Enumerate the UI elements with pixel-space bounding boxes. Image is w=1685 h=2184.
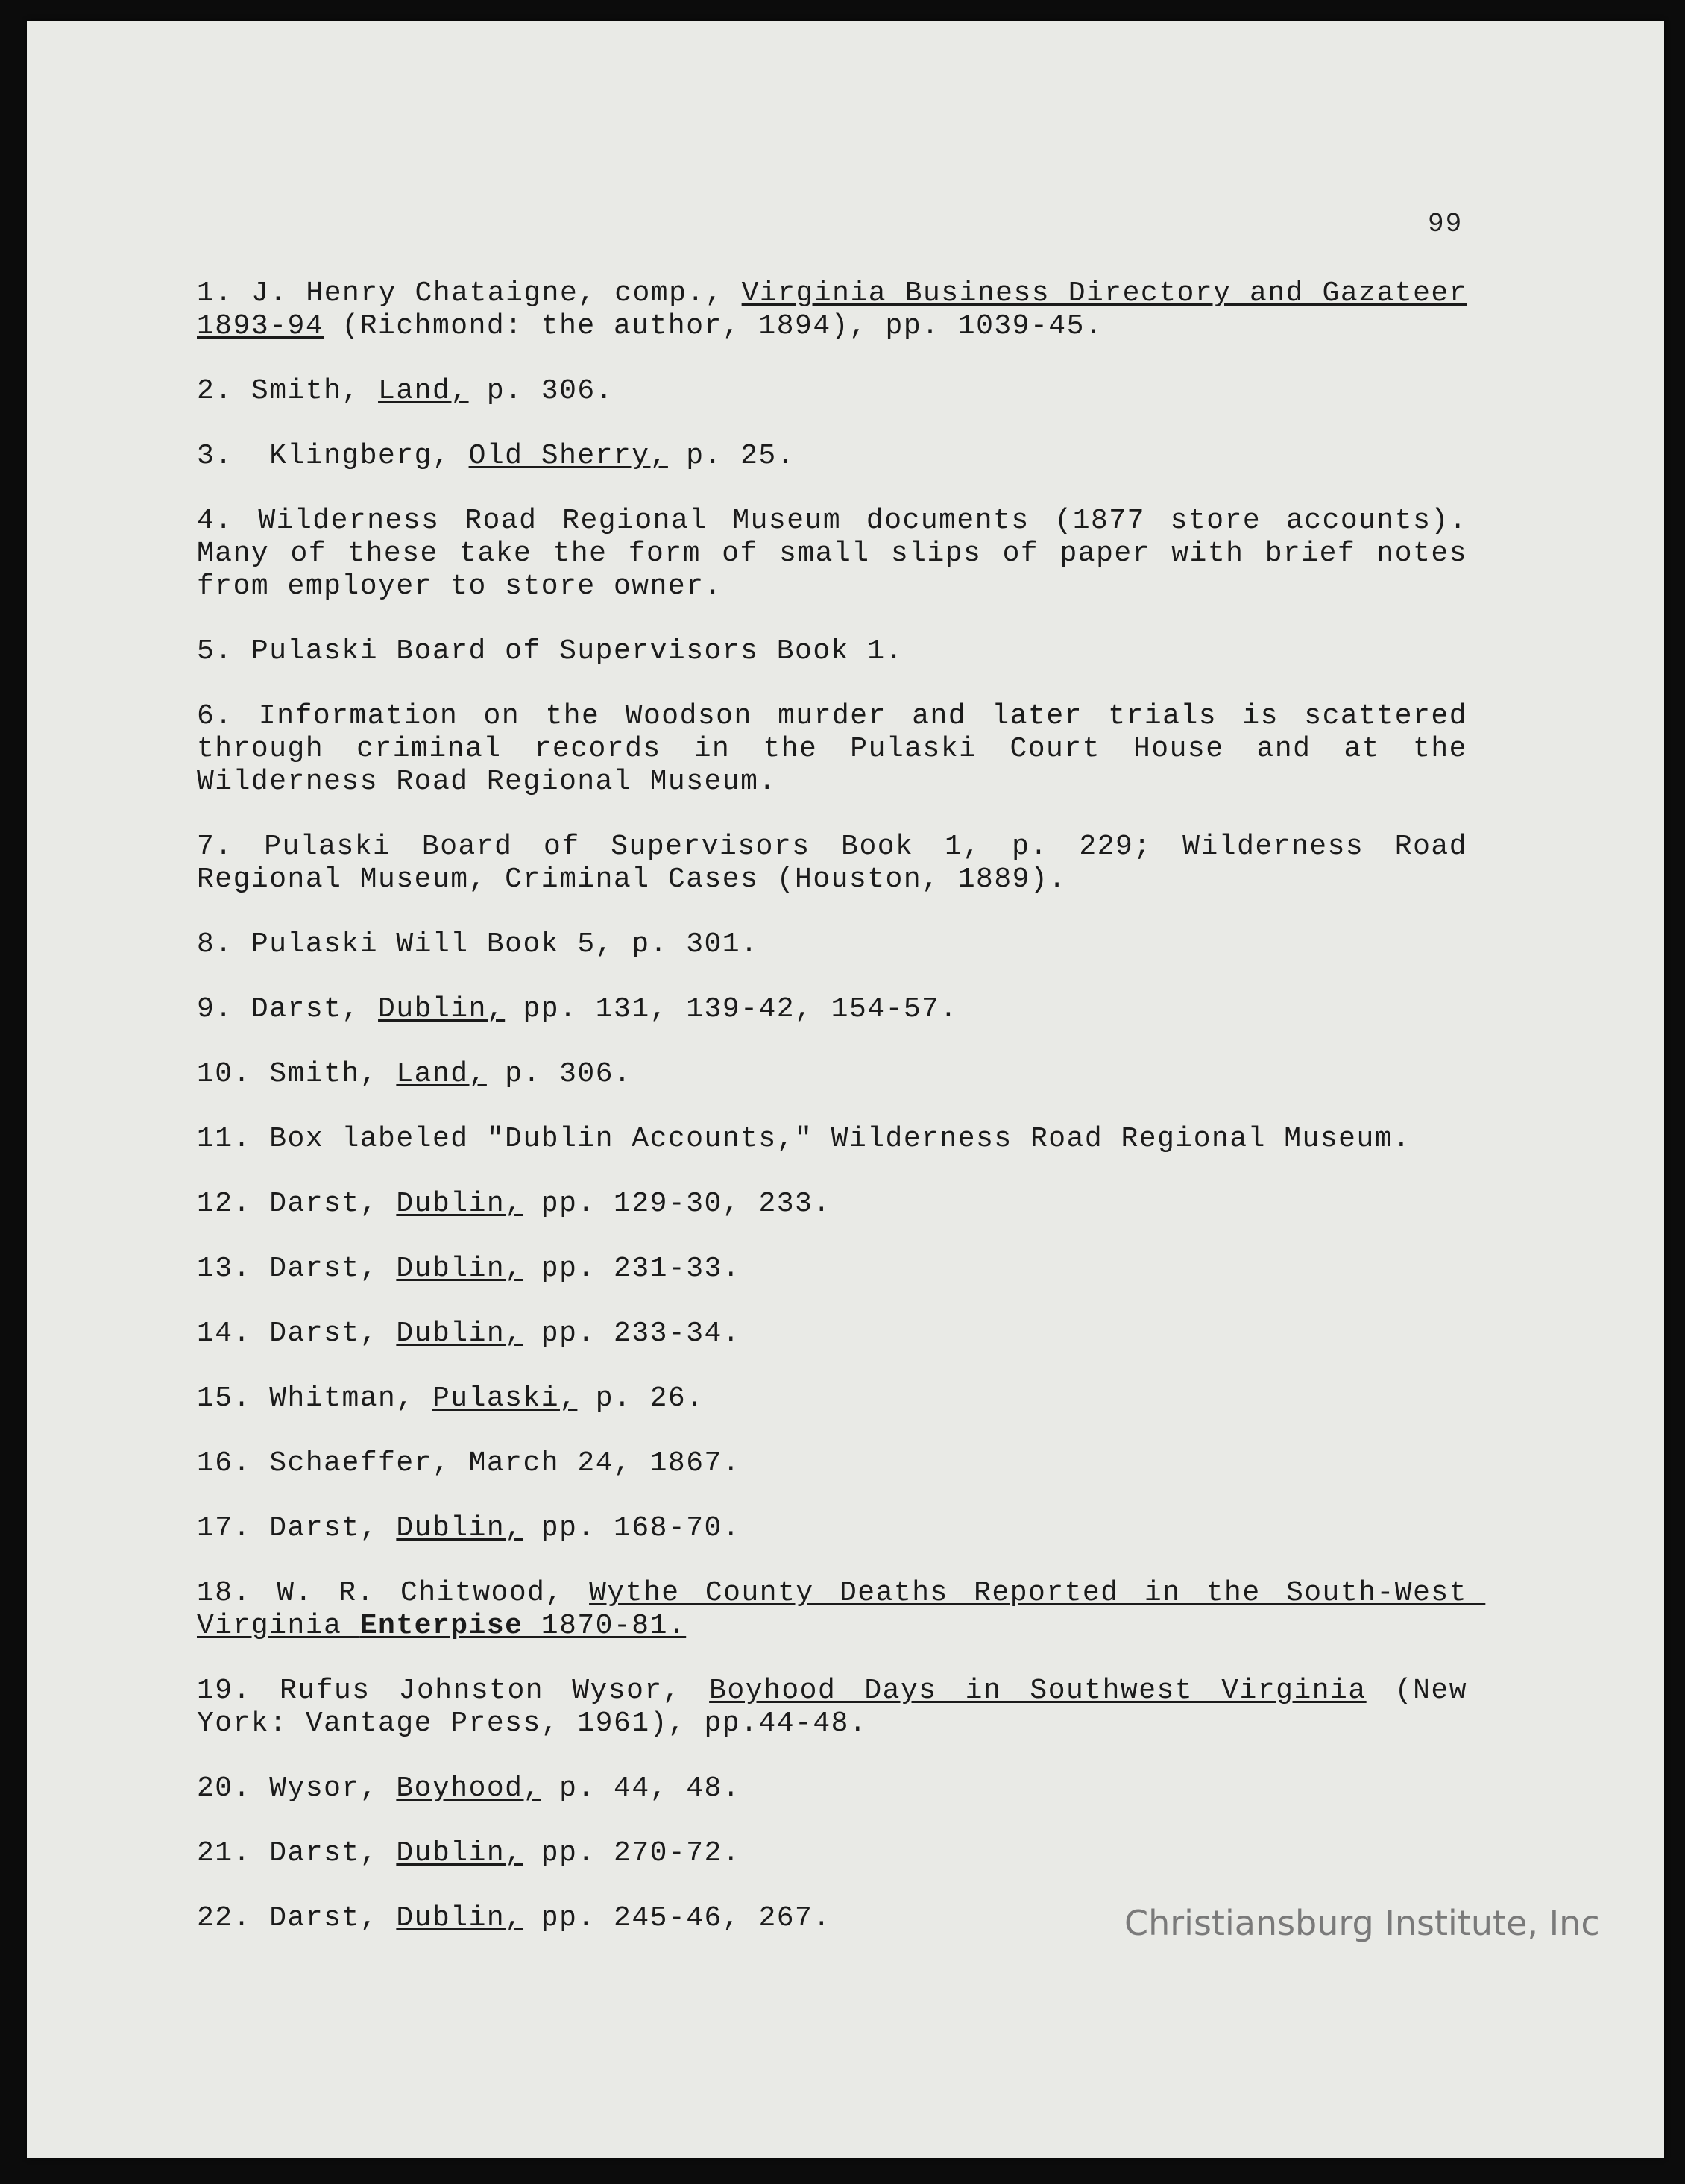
note-text: pp. 168-70. (523, 1512, 741, 1544)
note-number: 6. (197, 700, 233, 732)
note-number: 9. (197, 993, 233, 1025)
note-text: pp. 129-30, 233. (523, 1188, 831, 1220)
note-text: pp. 233-34. (523, 1318, 741, 1350)
endnote-14 (197, 1318, 1467, 1350)
endnote-7 (197, 831, 1486, 896)
note-text: p. 306. (468, 375, 614, 407)
note-number: 7. (197, 831, 233, 863)
note-title-end: 1870-81. (523, 1610, 687, 1642)
note-title-bold: Enterpise (359, 1610, 523, 1642)
note-text: Darst, (251, 1253, 397, 1285)
note-number: 10. (197, 1058, 251, 1090)
note-number: 20. (197, 1772, 251, 1804)
note-text: Wysor, (251, 1772, 397, 1804)
note-number: 19. (197, 1675, 251, 1707)
endnote-13 (197, 1253, 1467, 1285)
endnote-11 (197, 1123, 1467, 1156)
note-number: 5. (197, 635, 233, 667)
endnotes-list (197, 277, 1486, 1967)
note-title: Land, (378, 375, 469, 407)
note-text: Information on the Woodson murder and later trials is scattered through criminal records in the Pulaski Court House and at the Wilderness Road Regional Museum. (197, 700, 1486, 798)
note-text: pp. 270-72. (523, 1837, 741, 1869)
note-text: W. R. Chitwood, (251, 1577, 590, 1609)
note-title-part: Wythe County Deaths Reported in the South-West Virginia (197, 1577, 1486, 1642)
watermark-text: Christiansburg Institute, Inc (1124, 1903, 1600, 1943)
note-text: Darst, (251, 1188, 397, 1220)
note-number: 16. (197, 1447, 251, 1479)
note-number: 22. (197, 1902, 251, 1934)
endnote-8 (197, 928, 1467, 961)
endnote-1 (197, 277, 1467, 343)
note-number: 11. (197, 1123, 251, 1155)
note-text: Darst, (251, 1512, 397, 1544)
note-text: Darst, (251, 1837, 397, 1869)
note-title: Dublin, (396, 1318, 523, 1350)
note-text: J. Henry Chataigne, comp., (233, 277, 742, 309)
endnote-10 (197, 1058, 1467, 1091)
note-title: Dublin, (396, 1902, 523, 1934)
endnote-17 (197, 1512, 1467, 1545)
note-text: Pulaski Board of Supervisors Book 1. (233, 635, 904, 667)
note-text: p. 44, 48. (541, 1772, 741, 1804)
note-text: (New York: Vantage Press, 1961), pp.44-48. (197, 1675, 1486, 1740)
note-text: Wilderness Road Regional Museum documents (1877 store accounts). Many of these take the form of small slips of paper with brief notes from employer to store owner. (197, 505, 1486, 602)
note-title: Dublin, (378, 993, 506, 1025)
endnote-5 (197, 635, 1467, 668)
note-title: Old Sherry, (468, 440, 668, 472)
note-number: 8. (197, 928, 233, 960)
note-title: Dublin, (396, 1512, 523, 1544)
endnote-19 (197, 1675, 1486, 1740)
endnote-4 (197, 505, 1486, 603)
endnote-21 (197, 1837, 1467, 1870)
page-number: 99 (1428, 209, 1464, 239)
endnote-20 (197, 1772, 1467, 1805)
note-number: 2. (197, 375, 233, 407)
endnote-9 (197, 993, 1467, 1026)
endnote-6 (197, 700, 1486, 799)
note-text: Whitman, (251, 1382, 432, 1414)
note-number: 4. (197, 505, 233, 537)
note-text: Pulaski Will Book 5, p. 301. (233, 928, 759, 960)
note-text: Darst, (233, 993, 379, 1025)
note-text: Schaeffer, March 24, 1867. (251, 1447, 741, 1479)
note-title: Virginia Business Directory and Gazateer 1893-94 (197, 277, 1467, 342)
endnote-12 (197, 1188, 1467, 1221)
note-title: Boyhood Days in Southwest Virginia (709, 1675, 1367, 1707)
note-text: pp. 231-33. (523, 1253, 741, 1285)
note-number: 3. (197, 440, 233, 472)
note-number: 15. (197, 1382, 251, 1414)
endnote-18 (197, 1577, 1486, 1643)
note-text: (Richmond: the author, 1894), pp. 1039-45. (324, 310, 1103, 342)
note-title: Pulaski, (432, 1382, 578, 1414)
note-number: 1. (197, 277, 233, 309)
note-title: Boyhood, (396, 1772, 541, 1804)
note-number: 13. (197, 1253, 251, 1285)
note-text: Smith, (251, 1058, 397, 1090)
endnote-15 (197, 1382, 1467, 1415)
note-text: Smith, (233, 375, 379, 407)
note-text: Klingberg, (233, 440, 469, 472)
note-number: 17. (197, 1512, 251, 1544)
note-number: 21. (197, 1837, 251, 1869)
note-text: p. 25. (667, 440, 796, 472)
note-number: 18. (197, 1577, 251, 1609)
note-text: p. 306. (486, 1058, 632, 1090)
note-title: Dublin, (396, 1188, 523, 1220)
note-title: Dublin, (396, 1837, 523, 1869)
note-text: p. 26. (577, 1382, 705, 1414)
endnote-16 (197, 1447, 1467, 1480)
note-title: Land, (396, 1058, 487, 1090)
note-text: Pulaski Board of Supervisors Book 1, p. 229; Wilderness Road Regional Museum, Criminal Cases (Houston, 1889). (197, 831, 1486, 896)
note-text: Rufus Johnston Wysor, (251, 1675, 710, 1707)
note-text: pp. 245-46, 267. (523, 1902, 831, 1934)
note-text: Darst, (251, 1318, 397, 1350)
endnote-2 (197, 375, 1467, 408)
note-number: 14. (197, 1318, 251, 1350)
note-number: 12. (197, 1188, 251, 1220)
note-text: Darst, (251, 1902, 397, 1934)
note-title: Dublin, (396, 1253, 523, 1285)
endnote-3 (197, 440, 1467, 473)
note-text: pp. 131, 139-42, 154-57. (505, 993, 958, 1025)
note-text: Box labeled "Dublin Accounts," Wilderness Road Regional Museum. (251, 1123, 1411, 1155)
